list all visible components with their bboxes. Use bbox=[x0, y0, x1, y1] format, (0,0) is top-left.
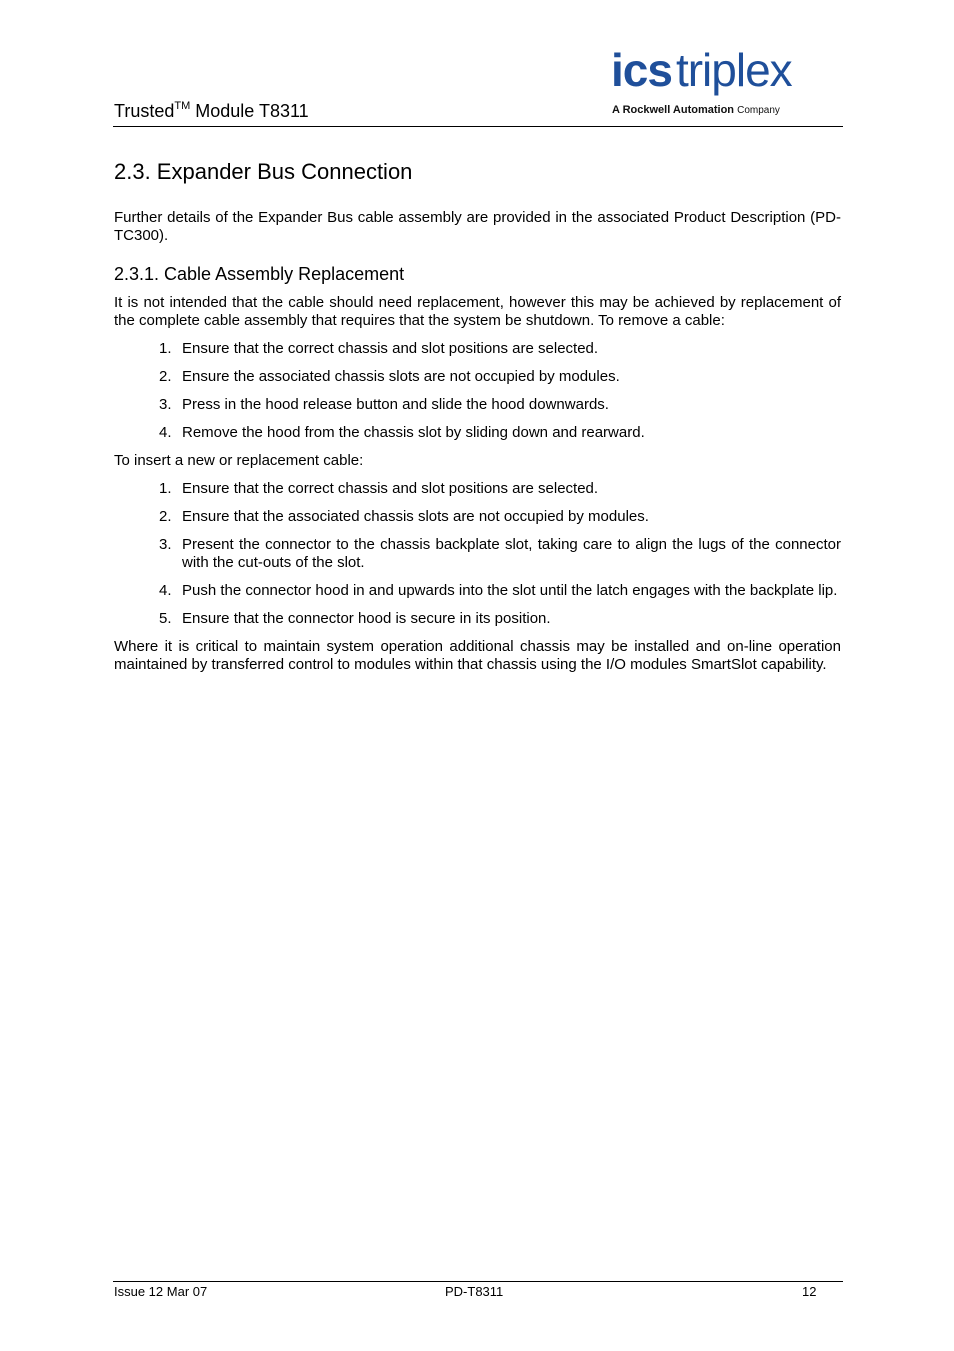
list-item bbox=[114, 424, 841, 442]
list-item bbox=[114, 480, 841, 498]
logo-wordmark-bold: ics bbox=[611, 44, 672, 96]
logo-wordmark-light: triplex bbox=[675, 44, 792, 96]
footer-document-id: PD-T8311 bbox=[445, 1284, 504, 1299]
list-item bbox=[114, 340, 841, 358]
page-content bbox=[114, 158, 841, 684]
footer-page-number: 12 bbox=[802, 1284, 817, 1299]
logo-tagline-light: Company bbox=[737, 105, 780, 116]
list-item-text: Ensure that the correct chassis and slot positions are selected. bbox=[182, 340, 599, 357]
title-suffix: Module T8311 bbox=[195, 101, 309, 121]
document-title bbox=[114, 100, 309, 122]
list-item bbox=[114, 368, 841, 386]
list-item-text: Push the connector hood in and upwards into the slot until the latch engages with the backplate lip. bbox=[182, 582, 838, 599]
list-item-text: Present the connector to the chassis backplate slot, taking care to align the lugs of the connector with the cut-outs of the slot. bbox=[182, 536, 841, 571]
list-item bbox=[114, 536, 841, 572]
list-item-text: Ensure the associated chassis slots are not occupied by modules. bbox=[182, 368, 620, 385]
remove-steps-list bbox=[114, 340, 841, 442]
list-item-number: 3. bbox=[159, 396, 172, 413]
list-item-text: Remove the hood from the chassis slot by sliding down and rearward. bbox=[182, 424, 645, 441]
list-item-number: 4. bbox=[159, 424, 172, 441]
closing-paragraph: Where it is critical to maintain system operation additional chassis may be installed and on-line operation maintained by transferred control to modules within that chassis using the I/O modules SmartSlot capability. bbox=[114, 638, 841, 673]
list-item-number: 2. bbox=[159, 368, 172, 385]
section-intro-paragraph: Further details of the Expander Bus cable assembly are provided in the associated Product Description (PD-TC300). bbox=[114, 209, 841, 244]
title-prefix: Trusted bbox=[114, 101, 175, 121]
list-item bbox=[114, 396, 841, 414]
list-item-text: Ensure that the connector hood is secure in its position. bbox=[182, 610, 551, 627]
list-item-text: Press in the hood release button and slide the hood downwards. bbox=[182, 396, 609, 413]
logo-tagline-bold: A Rockwell Automation bbox=[612, 104, 735, 116]
header-divider bbox=[113, 126, 843, 127]
logo-wordmark bbox=[611, 44, 792, 96]
list-item-number: 5. bbox=[159, 610, 172, 627]
list-item-text: Ensure that the associated chassis slots are not occupied by modules. bbox=[182, 508, 649, 525]
footer-issue: Issue 12 Mar 07 bbox=[114, 1284, 208, 1299]
insert-intro-paragraph: To insert a new or replacement cable: bbox=[114, 452, 364, 469]
list-item-number: 2. bbox=[159, 508, 172, 525]
insert-steps-list bbox=[114, 480, 841, 628]
company-logo bbox=[611, 44, 843, 120]
list-item bbox=[114, 582, 841, 600]
list-item-number: 4. bbox=[159, 582, 172, 599]
list-item bbox=[114, 610, 841, 628]
list-item-number: 1. bbox=[159, 480, 172, 497]
list-item bbox=[114, 508, 841, 526]
subsection-heading: 2.3.1. Cable Assembly Replacement bbox=[114, 264, 405, 284]
list-item-text: Ensure that the correct chassis and slot positions are selected. bbox=[182, 480, 599, 497]
trademark-superscript: TM bbox=[174, 100, 191, 112]
list-item-number: 1. bbox=[159, 340, 172, 357]
list-item-number: 3. bbox=[159, 536, 172, 553]
footer-divider bbox=[113, 1281, 843, 1282]
section-heading: 2.3. Expander Bus Connection bbox=[114, 159, 413, 184]
subsection-intro-paragraph: It is not intended that the cable should need replacement, however this may be achieved by replacement of the complete cable assembly that requires that the system be shutdown. To remove a cable: bbox=[114, 294, 841, 329]
logo-tagline bbox=[612, 104, 780, 117]
